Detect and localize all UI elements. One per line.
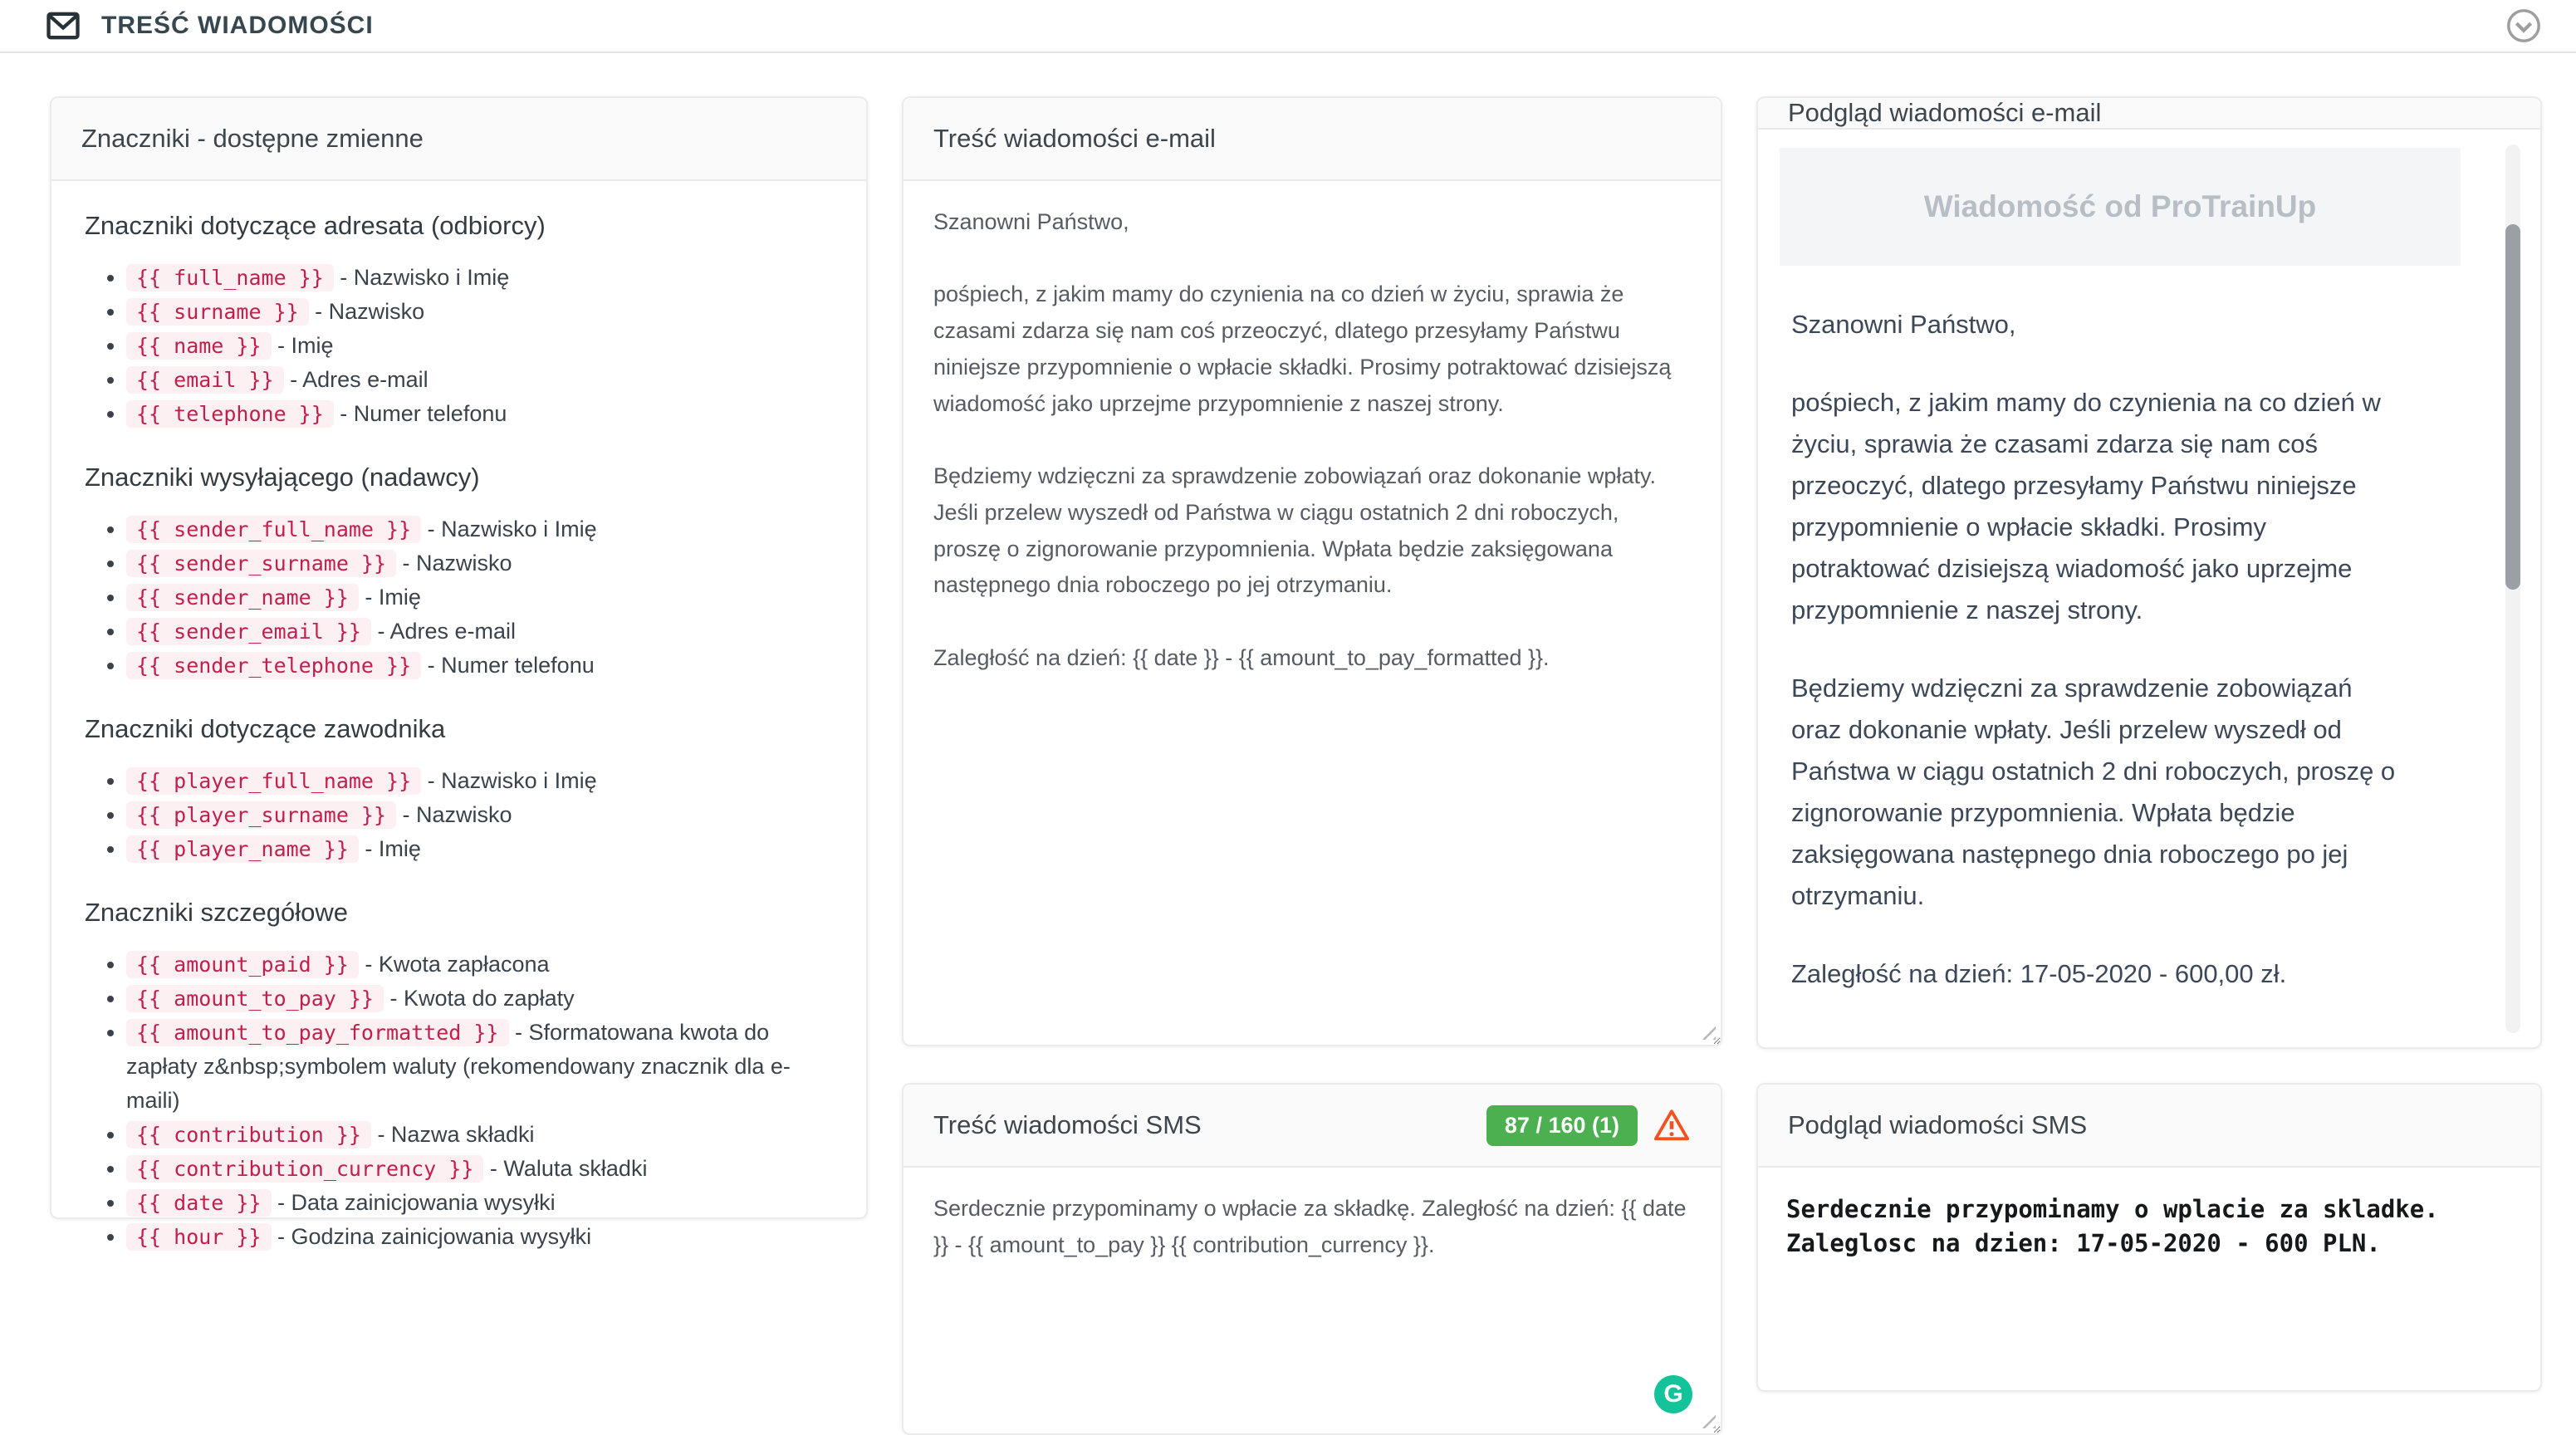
- tag-chip: {{ sender_email }}: [126, 618, 371, 645]
- email-preview-body: [1758, 130, 2540, 1048]
- tag-chip: {{ sender_full_name }}: [126, 516, 421, 543]
- tag-list-item: [126, 1186, 833, 1220]
- tag-description: - Imię: [358, 836, 421, 861]
- tag-chip: {{ name }}: [126, 332, 272, 360]
- page-title: TREŚĆ WIADOMOŚCI: [101, 12, 374, 39]
- tag-list-item: [126, 261, 833, 295]
- tags-list: [85, 512, 833, 683]
- sms-content-textarea[interactable]: [904, 1168, 1721, 1433]
- email-preview-paragraph: pośpiech, z jakim mamy do czynienia na co dzień w życiu, sprawia że czasami zdarza się nam coś przeoczyć, dlatego przesyłamy Państwu niniejsze przypomnienie o wpłacie składki. Prosimy potraktować dzisiejszą wiadomość jako uprzejme przypomnienie z naszej strony.: [1791, 388, 2381, 624]
- editors-column: [902, 96, 1722, 1435]
- tag-list-item: [126, 615, 833, 649]
- tag-chip: {{ amount_to_pay_formatted }}: [126, 1019, 509, 1046]
- tag-chip: {{ player_full_name }}: [126, 767, 421, 795]
- sms-preview-card: [1756, 1083, 2542, 1392]
- tag-chip: {{ date }}: [126, 1189, 272, 1217]
- tags-list: [85, 764, 833, 866]
- sms-editor-card: [902, 1083, 1722, 1435]
- sms-preview-title: Podgląd wiadomości SMS: [1788, 1110, 2088, 1139]
- email-preview-banner: [1780, 148, 2461, 266]
- message-content-section-header: [0, 0, 2576, 53]
- tag-description: - Imię: [271, 333, 334, 358]
- tags-section-heading: Znaczniki szczegółowe: [85, 898, 349, 927]
- tag-chip: {{ telephone }}: [126, 400, 334, 428]
- tags-card-header: [51, 98, 866, 181]
- sms-editor-title: Treść wiadomości SMS: [933, 1110, 1202, 1139]
- tags-list: [85, 261, 833, 431]
- tag-list-item: [126, 397, 833, 431]
- warning-icon: [1653, 1108, 1691, 1143]
- tag-chip: {{ sender_surname }}: [126, 550, 396, 577]
- tag-description: - Numer telefonu: [421, 653, 595, 678]
- tag-list-item: [126, 649, 833, 683]
- tag-list-item: [126, 948, 833, 982]
- tag-list-item: [126, 764, 833, 798]
- tag-description: - Nazwisko i Imię: [421, 768, 597, 793]
- content: [0, 53, 2576, 1435]
- tag-list-item: [126, 580, 833, 615]
- email-editor-card: [902, 96, 1722, 1046]
- tag-list-item: [126, 832, 833, 866]
- tag-description: - Nazwisko: [308, 299, 425, 324]
- email-editor-body: [904, 181, 1721, 1045]
- email-content-textarea[interactable]: [904, 181, 1721, 1045]
- sms-editor-header-right: [1486, 1105, 1691, 1146]
- tag-chip: {{ sender_name }}: [126, 584, 359, 611]
- preview-scrollbar[interactable]: [2505, 144, 2520, 1033]
- tags-list: [85, 948, 833, 1254]
- tags-card-title: Znaczniki - dostępne zmienne: [81, 124, 424, 153]
- chevron-down-icon: [2516, 23, 2530, 31]
- tag-list-item: [126, 295, 833, 329]
- tag-chip: {{ contribution_currency }}: [126, 1155, 483, 1183]
- tag-list-item: [126, 546, 833, 580]
- tags-card: [50, 96, 868, 1249]
- email-preview-paragraph: Zaległość na dzień: 17-05-2020 - 600,00 zł.: [1791, 959, 2287, 988]
- sms-preview-text: Serdecznie przypominamy o wplacie za skladke. Zaleglosc na dzien: 17-05-2020 - 600 PLN.: [1786, 1195, 2439, 1257]
- collapse-section-button[interactable]: [2505, 7, 2543, 45]
- email-icon: [47, 12, 80, 40]
- tag-chip: {{ email }}: [126, 366, 284, 394]
- previews-column: [1756, 96, 2542, 1392]
- tag-chip: {{ surname }}: [126, 298, 309, 326]
- tag-chip: {{ player_surname }}: [126, 801, 396, 829]
- tag-description: - Nazwa składki: [370, 1122, 535, 1147]
- sms-preview-header: [1758, 1085, 2540, 1168]
- email-editor-title: Treść wiadomości e-mail: [933, 124, 1216, 153]
- email-preview-banner-text: Wiadomość od ProTrainUp: [1923, 189, 2317, 223]
- tag-list-item: [126, 1220, 833, 1254]
- tag-list-item: [126, 363, 833, 397]
- sms-editor-header: [904, 1085, 1721, 1168]
- preview-scrollbar-thumb[interactable]: [2505, 224, 2520, 590]
- tag-list-item: [126, 982, 833, 1016]
- tag-description: - Kwota do zapłaty: [383, 986, 575, 1011]
- tag-list-item: [126, 1016, 833, 1118]
- grammarly-icon[interactable]: G: [1654, 1375, 1692, 1413]
- tag-description: - Adres e-mail: [283, 367, 429, 392]
- tag-description: - Sformatowana kwota do zapłaty z&nbsp;symbolem waluty (rekomendowany znacznik dla e-maili): [126, 1020, 791, 1113]
- tags-sections: [51, 181, 866, 1287]
- tags-section-heading: Znaczniki dotyczące zawodnika: [85, 714, 446, 743]
- sms-editor-body: [904, 1168, 1721, 1433]
- tag-list-item: [126, 798, 833, 832]
- tag-chip: {{ full_name }}: [126, 264, 334, 291]
- tag-chip: {{ player_name }}: [126, 835, 359, 863]
- tag-chip: {{ amount_paid }}: [126, 951, 359, 978]
- email-preview-paragraph: Będziemy wdzięczni za sprawdzenie zobowiązań oraz dokonanie wpłaty. Jeśli przelew wyszedł od Państwa w ciągu ostatnich 2 dni roboczych, proszę o zignorowanie przypomnienia. Wpłata będzie zaksięgowana następnego dnia roboczego po jej otrzymaniu.: [1791, 673, 2396, 910]
- tag-description: - Nazwisko: [396, 802, 512, 827]
- tags-section-heading: Znaczniki wysyłającego (nadawcy): [85, 463, 480, 492]
- tag-description: - Waluta składki: [483, 1156, 648, 1181]
- tag-list-item: [126, 1118, 833, 1152]
- tag-description: - Imię: [358, 585, 421, 610]
- email-preview-card: [1756, 96, 2542, 1049]
- email-preview-paragraph: Szanowni Państwo,: [1791, 310, 2016, 339]
- tag-chip: {{ amount_to_pay }}: [126, 985, 384, 1012]
- tag-chip: {{ contribution }}: [126, 1121, 371, 1148]
- tag-description: - Godzina zainicjowania wysyłki: [271, 1224, 592, 1249]
- tag-description: - Kwota zapłacona: [358, 952, 550, 977]
- tag-chip: {{ sender_telephone }}: [126, 652, 421, 679]
- email-editor-header: [904, 98, 1721, 181]
- email-preview-title: Podgląd wiadomości e-mail: [1788, 98, 2102, 127]
- tag-description: - Nazwisko i Imię: [333, 265, 510, 290]
- tag-chip: {{ hour }}: [126, 1223, 272, 1251]
- tag-description: - Numer telefonu: [333, 401, 507, 426]
- tag-description: - Nazwisko i Imię: [421, 517, 597, 541]
- tag-description: - Data zainicjowania wysyłki: [271, 1190, 556, 1215]
- sms-char-counter-badge: 87 / 160 (1): [1486, 1105, 1638, 1146]
- email-preview-header: [1758, 98, 2540, 130]
- tag-description: - Nazwisko: [396, 551, 512, 575]
- email-preview-text: [1780, 304, 2396, 995]
- tag-list-item: [126, 329, 833, 363]
- tag-list-item: [126, 512, 833, 546]
- tag-list-item: [126, 1152, 833, 1186]
- tags-section-heading: Znaczniki dotyczące adresata (odbiorcy): [85, 211, 546, 240]
- tag-description: - Adres e-mail: [370, 619, 516, 644]
